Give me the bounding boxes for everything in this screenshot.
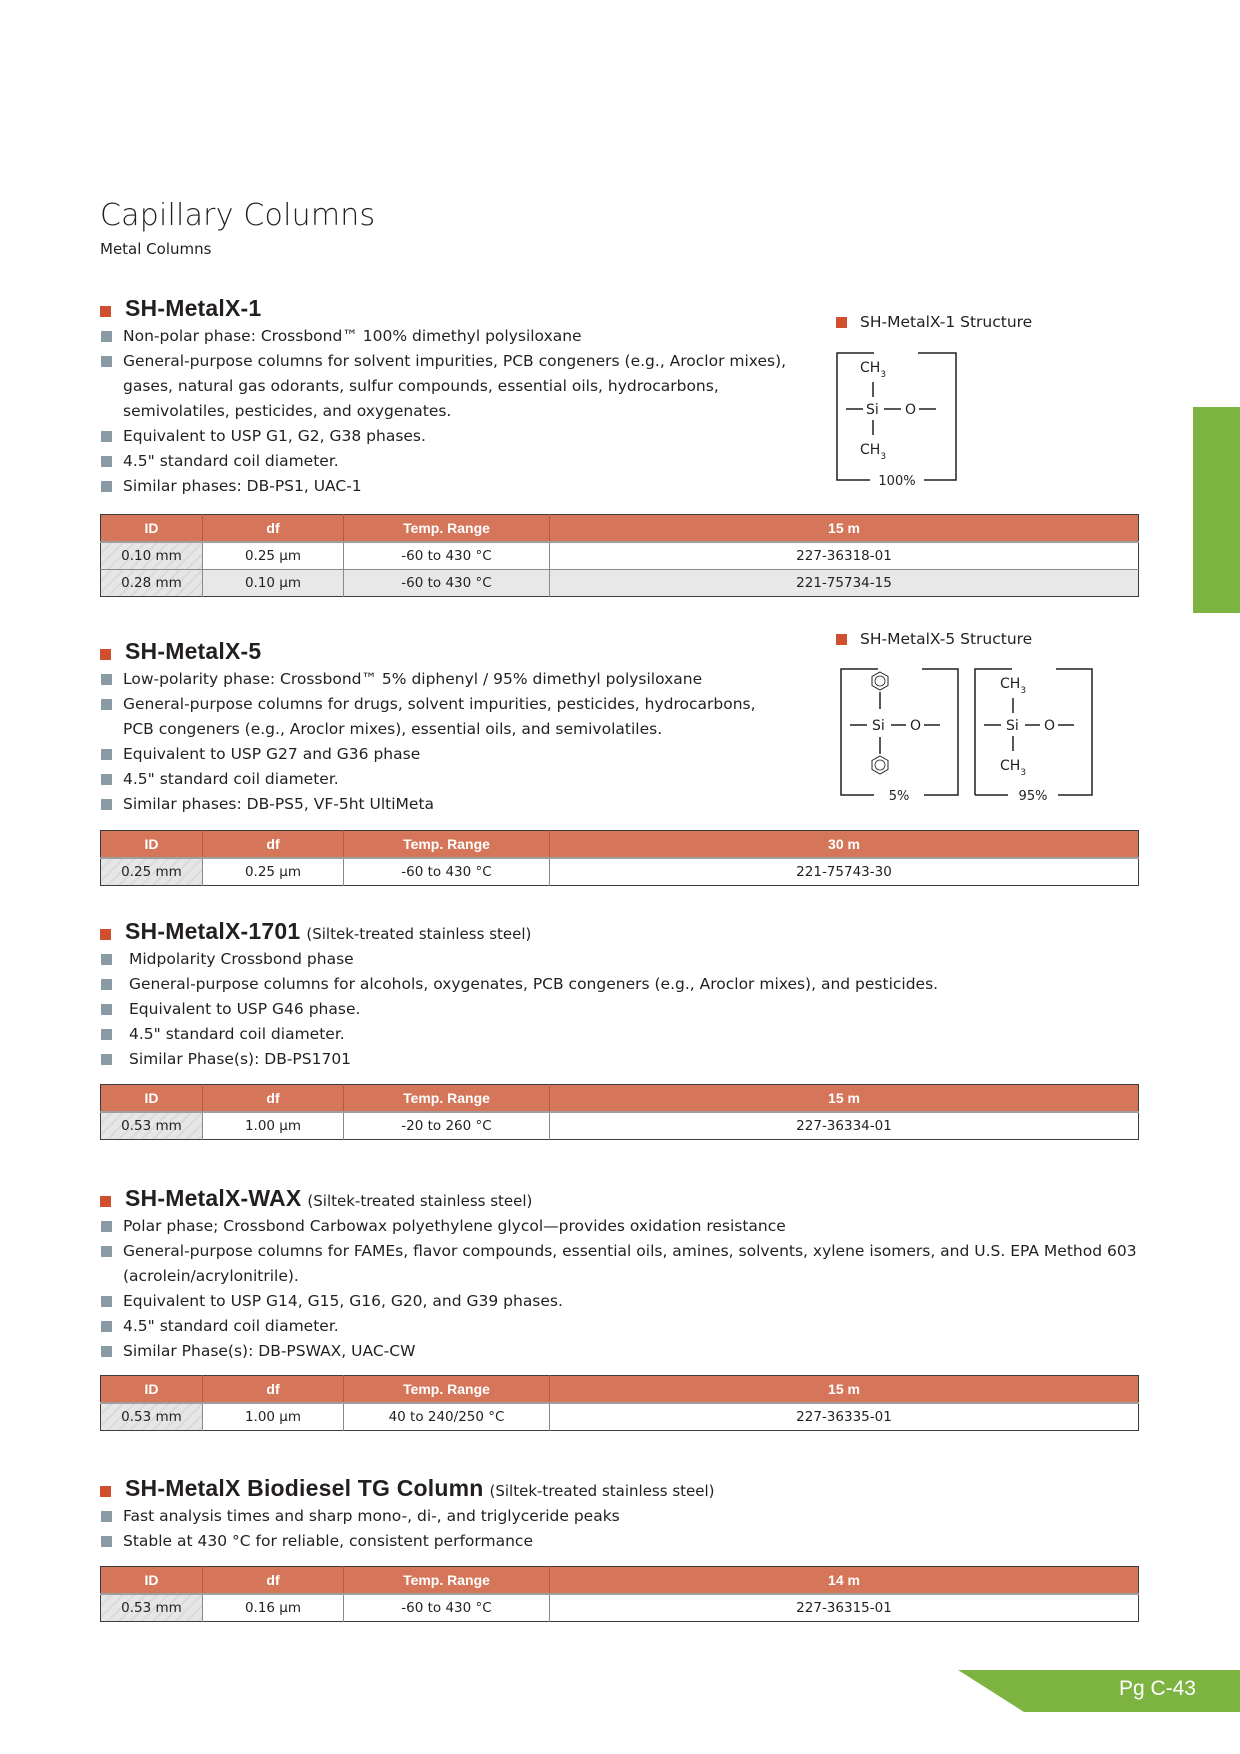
header-id: ID bbox=[101, 1085, 203, 1113]
bullet-square-icon bbox=[101, 979, 112, 990]
bullet-square-icon bbox=[101, 799, 112, 810]
table-header-row bbox=[101, 515, 1139, 543]
bullet-square-icon bbox=[101, 431, 112, 442]
table-row bbox=[101, 858, 1139, 886]
header-df: df bbox=[203, 1567, 344, 1595]
bullet-square-icon bbox=[101, 1054, 112, 1065]
product-note: (Siltek-treated stainless steel) bbox=[307, 1192, 533, 1210]
cell-df: 1.00 µm bbox=[203, 1403, 344, 1431]
feature-text: Equivalent to USP G46 phase. bbox=[129, 1000, 361, 1018]
feature-list bbox=[100, 1214, 1140, 1364]
page-number: Pg C-43 bbox=[1118, 1677, 1196, 1700]
header-length: 14 m bbox=[550, 1567, 1139, 1595]
cell-df: 1.00 µm bbox=[203, 1112, 344, 1140]
column-spec-table bbox=[100, 1084, 1139, 1140]
feature-text: Midpolarity Crossbond phase bbox=[129, 950, 354, 968]
feature-text: 4.5" standard coil diameter. bbox=[123, 452, 339, 470]
header-temp-range: Temp. Range bbox=[344, 1085, 550, 1113]
column-spec-table bbox=[100, 1375, 1139, 1431]
header-df: df bbox=[203, 1085, 344, 1113]
product-note: (Siltek-treated stainless steel) bbox=[306, 925, 532, 943]
o-atom: O bbox=[905, 402, 917, 418]
section-sh-metalx-biodiesel-tg bbox=[100, 1472, 1140, 1554]
table-header-row bbox=[101, 831, 1139, 859]
feature-text: Similar phases: DB-PS5, VF-5ht UltiMeta bbox=[123, 795, 435, 813]
heading-square-icon bbox=[100, 1486, 111, 1497]
section-sh-metalx-1701 bbox=[100, 915, 1140, 1072]
feature-item bbox=[100, 972, 1100, 997]
header-temp-range: Temp. Range bbox=[344, 1567, 550, 1595]
feature-list bbox=[100, 1504, 1100, 1554]
bullet-square-icon bbox=[101, 1246, 112, 1257]
cell-id: 0.53 mm bbox=[101, 1594, 203, 1622]
feature-text: Stable at 430 °C for reliable, consistent performance bbox=[123, 1532, 533, 1550]
feature-item bbox=[100, 1504, 1100, 1529]
feature-item bbox=[100, 1339, 1140, 1364]
bracket-lines bbox=[975, 669, 1092, 795]
header-id: ID bbox=[101, 831, 203, 859]
chemical-structure-diagram bbox=[836, 352, 958, 489]
table-row bbox=[101, 1112, 1139, 1140]
bullet-square-icon bbox=[101, 1029, 112, 1040]
table-header-row bbox=[101, 1567, 1139, 1595]
cell-id: 0.28 mm bbox=[101, 570, 203, 597]
bullet-square-icon bbox=[101, 699, 112, 710]
si-atom: Si bbox=[872, 718, 885, 734]
feature-item bbox=[100, 349, 800, 424]
heading-square-icon bbox=[100, 649, 111, 660]
percent-label: 5% bbox=[888, 789, 910, 804]
bottom-group: $CH_3$ bbox=[1000, 758, 1027, 778]
table-row bbox=[101, 542, 1139, 570]
feature-text: Similar Phase(s): DB-PSWAX, UAC-CW bbox=[123, 1342, 416, 1360]
feature-text: Equivalent to USP G27 and G36 phase bbox=[123, 745, 421, 763]
feature-text: 4.5" standard coil diameter. bbox=[123, 1317, 339, 1335]
feature-item bbox=[100, 1289, 1140, 1314]
table-header-row bbox=[101, 1376, 1139, 1404]
feature-text: General-purpose columns for solvent impurities, PCB congeners (e.g., Aroclor mixes), gases, natural gas odorants, sulfur compounds, essential oils, hydrocarbons, semivolatiles, pesticides, and oxygenates. bbox=[123, 352, 787, 420]
feature-text: Equivalent to USP G1, G2, G38 phases. bbox=[123, 427, 426, 445]
section-heading bbox=[100, 1472, 1140, 1504]
page-number-tab bbox=[958, 1670, 1240, 1712]
cell-df: 0.10 µm bbox=[203, 570, 344, 597]
cell-part-number: 227-36318-01 bbox=[550, 542, 1139, 570]
section-tab-marker bbox=[1193, 407, 1240, 613]
feature-item bbox=[100, 449, 800, 474]
feature-text: Fast analysis times and sharp mono-, di-, and triglyceride peaks bbox=[123, 1507, 620, 1525]
cell-id: 0.10 mm bbox=[101, 542, 203, 570]
cell-temp: -60 to 430 °C bbox=[344, 1594, 550, 1622]
cell-df: 0.25 µm bbox=[203, 858, 344, 886]
cell-temp: -60 to 430 °C bbox=[344, 570, 550, 597]
feature-list bbox=[100, 667, 780, 817]
feature-text: Polar phase; Crossbond Carbowax polyethylene glycol—provides oxidation resistance bbox=[123, 1217, 786, 1235]
feature-item bbox=[100, 947, 1100, 972]
heading-square-icon bbox=[100, 306, 111, 317]
product-name: SH-MetalX-1701 bbox=[125, 917, 301, 944]
feature-item bbox=[100, 474, 800, 499]
bullet-square-icon bbox=[101, 1321, 112, 1332]
bullet-square-icon bbox=[101, 1004, 112, 1015]
product-name: SH-MetalX-1 bbox=[125, 294, 262, 321]
cell-temp: -20 to 260 °C bbox=[344, 1112, 550, 1140]
cell-id: 0.53 mm bbox=[101, 1112, 203, 1140]
cell-part-number: 221-75743-30 bbox=[550, 858, 1139, 886]
si-atom: Si bbox=[1006, 718, 1019, 734]
structure-label-text: SH-MetalX-1 Structure bbox=[860, 313, 1033, 331]
cell-df: 0.25 µm bbox=[203, 542, 344, 570]
page-tab-shape bbox=[958, 1670, 1240, 1712]
bullet-square-icon bbox=[101, 1296, 112, 1307]
feature-item bbox=[100, 324, 800, 349]
header-length: 15 m bbox=[550, 1376, 1139, 1404]
cell-temp: -60 to 430 °C bbox=[344, 542, 550, 570]
feature-item bbox=[100, 742, 780, 767]
header-id: ID bbox=[101, 1567, 203, 1595]
feature-text: General-purpose columns for FAMEs, flavor compounds, essential oils, amines, solvents, xylene isomers, and U.S. EPA Method 603 (acrolein/acrylonitrile). bbox=[123, 1242, 1137, 1285]
si-atom: Si bbox=[866, 402, 879, 418]
header-id: ID bbox=[101, 1376, 203, 1404]
structure-label bbox=[836, 630, 1032, 648]
label-square-icon bbox=[836, 634, 847, 645]
percent-label: 95% bbox=[1018, 789, 1048, 804]
heading-square-icon bbox=[100, 1196, 111, 1207]
feature-item bbox=[100, 424, 800, 449]
product-name: SH-MetalX-5 bbox=[125, 637, 262, 664]
column-spec-table bbox=[100, 1566, 1139, 1622]
percent-label: 100% bbox=[878, 474, 916, 489]
cell-id: 0.25 mm bbox=[101, 858, 203, 886]
header-temp-range: Temp. Range bbox=[344, 1376, 550, 1404]
bracket-lines bbox=[837, 353, 956, 480]
cell-part-number: 227-36334-01 bbox=[550, 1112, 1139, 1140]
page-subtitle: Metal Columns bbox=[100, 240, 212, 258]
header-df: df bbox=[203, 1376, 344, 1404]
cell-part-number: 227-36335-01 bbox=[550, 1403, 1139, 1431]
header-id: ID bbox=[101, 515, 203, 543]
bullet-square-icon bbox=[101, 456, 112, 467]
chemical-structure-diagram-dimethyl bbox=[974, 668, 1096, 804]
header-temp-range: Temp. Range bbox=[344, 831, 550, 859]
product-name: SH-MetalX-WAX bbox=[125, 1184, 302, 1211]
table-row bbox=[101, 1403, 1139, 1431]
header-length: 15 m bbox=[550, 515, 1139, 543]
table-header-row bbox=[101, 1085, 1139, 1113]
feature-list bbox=[100, 947, 1100, 1072]
bullet-square-icon bbox=[101, 356, 112, 367]
top-group: $CH_3$ bbox=[860, 360, 887, 380]
header-length: 15 m bbox=[550, 1085, 1139, 1113]
bullet-square-icon bbox=[101, 481, 112, 492]
cell-temp: 40 to 240/250 °C bbox=[344, 1403, 550, 1431]
structure-label-text: SH-MetalX-5 Structure bbox=[860, 630, 1033, 648]
header-df: df bbox=[203, 831, 344, 859]
cell-id: 0.53 mm bbox=[101, 1403, 203, 1431]
bottom-group: $CH_3$ bbox=[860, 442, 887, 462]
chemical-structure-diagram-diphenyl bbox=[840, 668, 962, 804]
section-heading bbox=[100, 915, 1140, 947]
feature-item bbox=[100, 1239, 1140, 1289]
cell-temp: -60 to 430 °C bbox=[344, 858, 550, 886]
feature-item bbox=[100, 1314, 1140, 1339]
phenyl-ring-icon bbox=[872, 756, 888, 774]
bullet-square-icon bbox=[101, 1221, 112, 1232]
feature-item bbox=[100, 997, 1100, 1022]
feature-text: Equivalent to USP G14, G15, G16, G20, and G39 phases. bbox=[123, 1292, 563, 1310]
header-temp-range: Temp. Range bbox=[344, 515, 550, 543]
feature-item bbox=[100, 667, 780, 692]
product-name: SH-MetalX Biodiesel TG Column bbox=[125, 1474, 484, 1501]
o-atom: O bbox=[910, 718, 922, 734]
bullet-square-icon bbox=[101, 954, 112, 965]
bullet-square-icon bbox=[101, 774, 112, 785]
feature-item bbox=[100, 1529, 1100, 1554]
bullet-square-icon bbox=[101, 1511, 112, 1522]
header-df: df bbox=[203, 515, 344, 543]
section-sh-metalx-wax bbox=[100, 1182, 1140, 1364]
feature-text: Non-polar phase: Crossbond™ 100% dimethyl polysiloxane bbox=[123, 327, 582, 345]
bullet-square-icon bbox=[101, 1346, 112, 1357]
feature-text: Similar Phase(s): DB-PS1701 bbox=[129, 1050, 352, 1068]
feature-text: Low-polarity phase: Crossbond™ 5% diphenyl / 95% dimethyl polysiloxane bbox=[123, 670, 703, 688]
feature-item bbox=[100, 792, 780, 817]
top-group: $CH_3$ bbox=[1000, 676, 1027, 696]
table-row bbox=[101, 570, 1139, 597]
label-square-icon bbox=[836, 317, 847, 328]
bullet-square-icon bbox=[101, 674, 112, 685]
feature-item bbox=[100, 1022, 1100, 1047]
feature-text: 4.5" standard coil diameter. bbox=[129, 1025, 345, 1043]
cell-df: 0.16 µm bbox=[203, 1594, 344, 1622]
feature-item bbox=[100, 692, 780, 742]
heading-square-icon bbox=[100, 929, 111, 940]
feature-item bbox=[100, 767, 780, 792]
header-length: 30 m bbox=[550, 831, 1139, 859]
cell-part-number: 221-75734-15 bbox=[550, 570, 1139, 597]
feature-item bbox=[100, 1214, 1140, 1239]
cell-part-number: 227-36315-01 bbox=[550, 1594, 1139, 1622]
column-spec-table bbox=[100, 514, 1139, 597]
feature-text: Similar phases: DB-PS1, UAC-1 bbox=[123, 477, 362, 495]
feature-text: 4.5" standard coil diameter. bbox=[123, 770, 339, 788]
bracket-lines bbox=[841, 669, 958, 795]
bullet-square-icon bbox=[101, 1536, 112, 1547]
bullet-square-icon bbox=[101, 749, 112, 760]
bullet-square-icon bbox=[101, 331, 112, 342]
page-title: Capillary Columns bbox=[100, 198, 376, 233]
feature-item bbox=[100, 1047, 1100, 1072]
feature-list bbox=[100, 324, 800, 499]
phenyl-ring-icon bbox=[872, 672, 888, 690]
product-note: (Siltek-treated stainless steel) bbox=[489, 1482, 715, 1500]
structure-label bbox=[836, 313, 1032, 331]
o-atom: O bbox=[1044, 718, 1056, 734]
section-heading bbox=[100, 1182, 1140, 1214]
column-spec-table bbox=[100, 830, 1139, 886]
feature-text: General-purpose columns for alcohols, oxygenates, PCB congeners (e.g., Aroclor mixes), and pesticides. bbox=[129, 975, 939, 993]
feature-text: General-purpose columns for drugs, solvent impurities, pesticides, hydrocarbons, PCB congeners (e.g., Aroclor mixes), essential oils, and semivolatiles. bbox=[123, 695, 756, 738]
table-row bbox=[101, 1594, 1139, 1622]
